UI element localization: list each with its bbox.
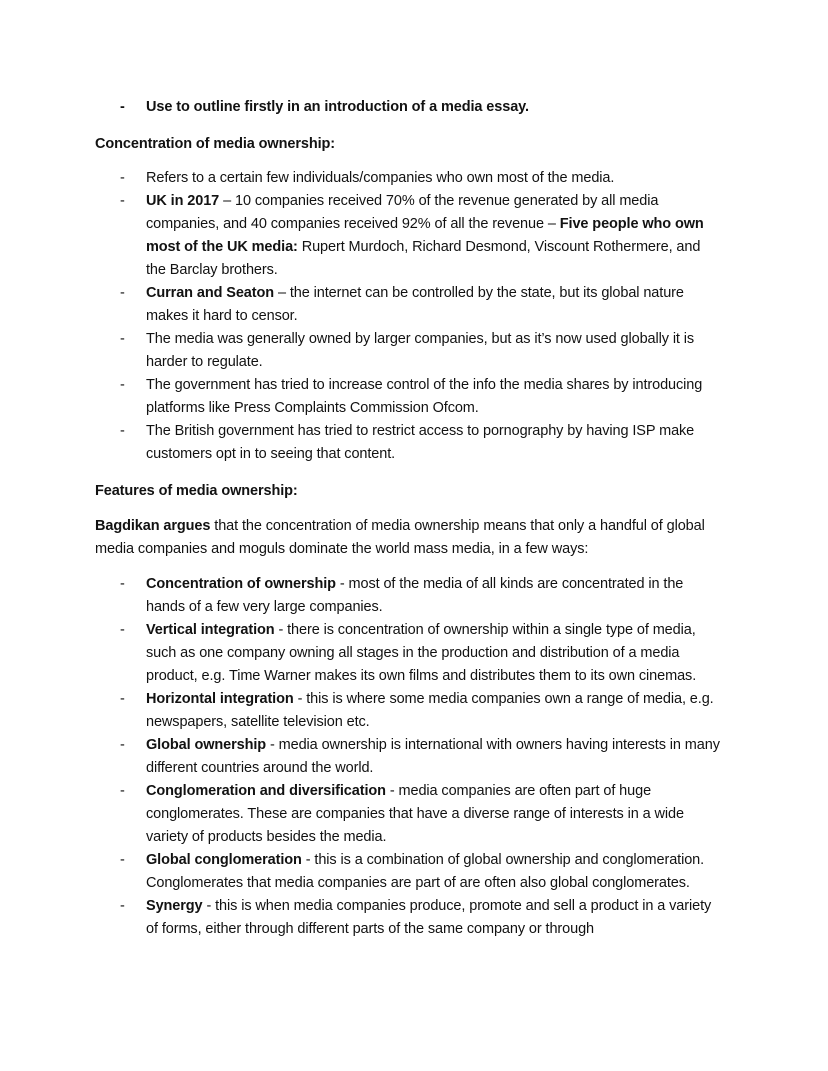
list-item-lead: Global ownership [146,737,267,753]
list-item-text: - this is a combination of global ownership and conglomeration. Conglomerates that media companies are part of are often also global conglomerates. [146,852,705,891]
bullet-dash-icon: - [120,576,125,592]
list-item-text: - there is concentration of ownership within a single type of media, such as one company owning all stages in the production and distribution of a media product, e.g. Time Warner makes its own films and distributes them to its own cinemas. [146,622,697,684]
bullet-dash-icon: - [120,852,125,868]
list-item-lead: Vertical integration [146,622,275,638]
list-item [95,328,720,374]
list-item-lead: Conglomeration and diversification [146,783,386,799]
bullet-dash-icon: - [120,423,125,439]
bullet-dash-icon: - [120,783,125,799]
list-item-lead: Horizontal integration [146,691,294,707]
features-intro-text: that the concentration of media ownership means that only a handful of global media companies and moguls dominate the world mass media, in a few ways: [95,518,705,557]
list-item [95,895,720,941]
list-item-text: - most of the media of all kinds are concentrated in the hands of a few very large companies. [146,576,684,615]
list-item-text: – the internet can be controlled by the state, but its global nature makes it hard to censor. [146,285,684,324]
list-item-text: - this is where some media companies own a range of media, e.g. newspapers, satellite television etc. [146,691,714,730]
bullet-dash-icon: - [120,285,125,301]
bullet-dash-icon: - [120,331,125,347]
bullet-dash-icon: - [120,99,125,115]
bullet-dash-icon: - [120,691,125,707]
list-item-lead: Curran and Seaton [146,285,275,301]
list-item [95,688,720,734]
list-item-text: The British government has tried to restrict access to pornography by having ISP make customers opt in to seeing that content. [146,423,695,462]
list-item-lead: Global conglomeration [146,852,302,868]
list-item-text: Use to outline firstly in an introduction of a media essay. [146,99,529,115]
bullet-dash-icon: - [120,622,125,638]
list-item [95,282,720,328]
list-item [95,573,720,619]
bullet-dash-icon: - [120,898,125,914]
features-intro-paragraph [95,515,720,561]
list-item [95,96,720,119]
list-item-text: – 10 companies received 70% of the revenue generated by all media companies, and 40 companies received 92% of all the revenue – [146,193,659,232]
bullet-dash-icon: - [120,170,125,186]
list-item [95,420,720,466]
list-item-text: The government has tried to increase control of the info the media shares by introducing platforms like Press Complaints Commission Ofcom. [146,377,703,416]
document-body [95,96,720,941]
list-item [95,849,720,895]
list-item-lead-secondary: Five people who own most of the UK media: [146,216,704,255]
features-intro-lead: Bagdikan argues [95,518,211,534]
list-item-text: The media was generally owned by larger companies, but as it’s now used globally it is harder to regulate. [146,331,695,370]
list-item [95,734,720,780]
intro-bullet-list [95,96,720,119]
list-item-text: Refers to a certain few individuals/companies who own most of the media. [146,170,615,186]
bullet-dash-icon: - [120,377,125,393]
list-item-lead: Synergy [146,898,203,914]
list-item-text: - this is when media companies produce, promote and sell a product in a variety of forms, either through different parts of the same company or through [146,898,712,937]
list-item [95,374,720,420]
features-bullet-list [95,573,720,941]
list-item-text: - media companies are often part of huge conglomerates. These are companies that have a diverse range of interests in a wide variety of products besides the media. [146,783,684,845]
list-item [95,780,720,849]
list-item [95,167,720,190]
concentration-bullet-list [95,167,720,466]
section-heading-features: Features of media ownership: [95,483,298,499]
bullet-dash-icon: - [120,193,125,209]
list-item-lead: Concentration of ownership [146,576,336,592]
section-heading-concentration: Concentration of media ownership: [95,136,335,152]
list-item-text-secondary: Rupert Murdoch, Richard Desmond, Viscount Rothermere, and the Barclay brothers. [146,239,701,278]
list-item-text: - media ownership is international with owners having interests in many different countries around the world. [146,737,720,776]
list-item [95,190,720,282]
list-item-lead: UK in 2017 [146,193,220,209]
list-item [95,619,720,688]
bullet-dash-icon: - [120,737,125,753]
